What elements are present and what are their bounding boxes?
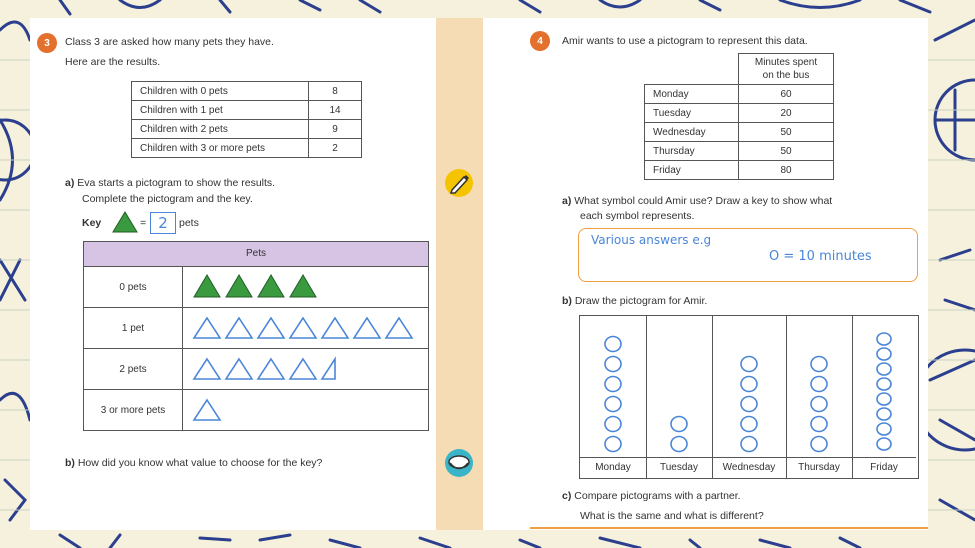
- bus-table-row: [645, 161, 834, 180]
- bus-table-row: [645, 104, 834, 123]
- bus-table-day: Monday: [645, 85, 739, 104]
- bus-pictogram-column: [712, 316, 787, 478]
- bus-pictogram-day-label: Friday: [852, 457, 916, 478]
- triangle-icon: [226, 275, 252, 297]
- q4a-answer-box[interactable]: [578, 228, 918, 282]
- bus-pictogram-symbols: [786, 316, 852, 458]
- q4a-line-2: each symbol represents.: [580, 210, 695, 222]
- bus-pictogram-symbols: [580, 316, 646, 458]
- bus-pictogram: [579, 315, 919, 479]
- bus-table-row: [645, 85, 834, 104]
- circle-icon: [741, 437, 757, 452]
- q4a-label: a): [562, 195, 572, 207]
- bus-table: [644, 53, 834, 180]
- circle-icon: [811, 417, 827, 432]
- bus-table-row: [645, 142, 834, 161]
- pets-table-category: Children with 3 or more pets: [132, 139, 309, 158]
- footer-rule: [530, 527, 928, 529]
- bus-pictogram-day-label: Tuesday: [646, 457, 712, 478]
- key-label: Key: [82, 217, 102, 229]
- pets-table-row: [132, 82, 362, 101]
- key-triangle-icon: [112, 211, 138, 233]
- q4b-text: Draw the pictogram for Amir.: [574, 295, 708, 307]
- bus-pictogram-symbols: [646, 316, 712, 458]
- triangle-icon: [290, 359, 316, 379]
- bus-table-header-2: on the bus: [762, 70, 810, 81]
- q3a-line-2: Complete the pictogram and the key.: [82, 193, 253, 205]
- circle-icon: [741, 377, 757, 392]
- circle-icon: [811, 357, 827, 372]
- q4c-line-1: Compare pictograms with a partner.: [574, 490, 741, 502]
- circle-icon: [605, 357, 621, 372]
- pictogram-symbols: [188, 308, 428, 349]
- circle-icon: [741, 417, 757, 432]
- pictogram-row: [84, 266, 428, 308]
- bus-pictogram-column: [580, 316, 647, 478]
- pets-table-count: 2: [309, 139, 362, 158]
- pets-table: [131, 81, 362, 158]
- pets-table-category: Children with 2 pets: [132, 120, 309, 139]
- pets-table-count: 14: [309, 101, 362, 120]
- pets-table-count: 8: [309, 82, 362, 101]
- circle-icon: [605, 437, 621, 452]
- pets-table-category: Children with 1 pet: [132, 101, 309, 120]
- q3b-label: b): [65, 457, 75, 469]
- circle-icon: [877, 363, 891, 375]
- circle-icon: [877, 408, 891, 420]
- cup-icon: [444, 448, 474, 478]
- q3a-label: a): [65, 177, 75, 189]
- pets-table-row: [132, 101, 362, 120]
- triangle-icon: [258, 275, 284, 297]
- pictogram-row-label: 1 pet: [84, 308, 183, 349]
- bus-pictogram-day-label: Wednesday: [712, 457, 786, 478]
- q3-intro-2: Here are the results.: [65, 56, 161, 68]
- triangle-icon: [322, 318, 348, 338]
- triangle-icon: [194, 275, 220, 297]
- bus-table-minutes: 60: [739, 85, 834, 104]
- q4c-line-2: What is the same and what is different?: [580, 510, 764, 522]
- pictogram-row-label: 3 or more pets: [84, 390, 183, 431]
- bus-pictogram-day-label: Thursday: [786, 457, 852, 478]
- pictogram-row-label: 2 pets: [84, 349, 183, 390]
- q4c-label: c): [562, 490, 572, 502]
- bus-table-minutes: 80: [739, 161, 834, 180]
- triangle-icon: [194, 318, 220, 338]
- half-triangle-icon: [322, 359, 335, 379]
- circle-icon: [671, 437, 687, 452]
- triangle-icon: [386, 318, 412, 338]
- bus-table-minutes: 20: [739, 104, 834, 123]
- pencil-icon: [444, 168, 474, 198]
- circle-icon: [811, 397, 827, 412]
- circle-icon: [877, 393, 891, 405]
- key-value-box[interactable]: 2: [150, 212, 176, 234]
- circle-icon: [741, 397, 757, 412]
- circle-icon: [811, 437, 827, 452]
- question-4-number: 4: [530, 31, 550, 51]
- circle-icon: [741, 357, 757, 372]
- triangle-icon: [290, 318, 316, 338]
- triangle-icon: [194, 359, 220, 379]
- q4a-line-1: What symbol could Amir use? Draw a key to show what: [574, 195, 833, 207]
- bus-table-row: [645, 123, 834, 142]
- bus-table-day: Friday: [645, 161, 739, 180]
- pets-table-count: 9: [309, 120, 362, 139]
- bus-table-day: Wednesday: [645, 123, 739, 142]
- circle-icon: [877, 333, 891, 345]
- triangle-icon: [194, 400, 220, 420]
- bus-pictogram-column: [646, 316, 713, 478]
- circle-icon: [605, 337, 621, 352]
- circle-icon: [605, 377, 621, 392]
- q4-intro: Amir wants to use a pictogram to represent this data.: [562, 35, 808, 47]
- bus-table-minutes: 50: [739, 123, 834, 142]
- pets-pictogram: [83, 241, 429, 431]
- bus-table-day: Tuesday: [645, 104, 739, 123]
- pictogram-symbols: [188, 267, 428, 308]
- bus-table-day: Thursday: [645, 142, 739, 161]
- q4a-answer-2: O = 10 minutes: [769, 249, 872, 264]
- pets-pictogram-title: Pets: [84, 242, 428, 267]
- circle-icon: [671, 417, 687, 432]
- q4b-label: b): [562, 295, 572, 307]
- pets-table-row: [132, 139, 362, 158]
- pictogram-row: [84, 307, 428, 349]
- pictogram-symbols: [188, 390, 428, 431]
- pictogram-row-label: 0 pets: [84, 267, 183, 308]
- bus-pictogram-column: [786, 316, 853, 478]
- bus-table-minutes: 50: [739, 142, 834, 161]
- bus-pictogram-symbols: [712, 316, 786, 458]
- q3a-line-1: Eva starts a pictogram to show the results.: [77, 177, 276, 189]
- pictogram-row: [84, 389, 428, 431]
- q4a-answer-1: Various answers e.g: [591, 233, 712, 247]
- bus-table-header-1: Minutes spent: [754, 57, 818, 68]
- triangle-icon: [226, 318, 252, 338]
- circle-icon: [877, 423, 891, 435]
- q3-intro-1: Class 3 are asked how many pets they have.: [65, 36, 274, 48]
- pets-table-category: Children with 0 pets: [132, 82, 309, 101]
- pictogram-row: [84, 348, 428, 390]
- triangle-icon: [290, 275, 316, 297]
- circle-icon: [605, 417, 621, 432]
- circle-icon: [877, 438, 891, 450]
- bus-pictogram-symbols: [852, 316, 916, 458]
- q3b-text: How did you know what value to choose for the key?: [77, 457, 323, 469]
- circle-icon: [605, 397, 621, 412]
- key-equals: =: [140, 217, 147, 229]
- triangle-icon: [226, 359, 252, 379]
- pictogram-symbols: [188, 349, 428, 390]
- circle-icon: [811, 377, 827, 392]
- bus-pictogram-column: [852, 316, 916, 478]
- triangle-icon: [354, 318, 380, 338]
- circle-icon: [877, 348, 891, 360]
- pets-table-row: [132, 120, 362, 139]
- circle-icon: [877, 378, 891, 390]
- key-unit: pets: [179, 217, 199, 229]
- triangle-icon: [258, 359, 284, 379]
- triangle-icon: [258, 318, 284, 338]
- bus-pictogram-day-label: Monday: [580, 457, 646, 478]
- question-3-number: 3: [37, 33, 57, 53]
